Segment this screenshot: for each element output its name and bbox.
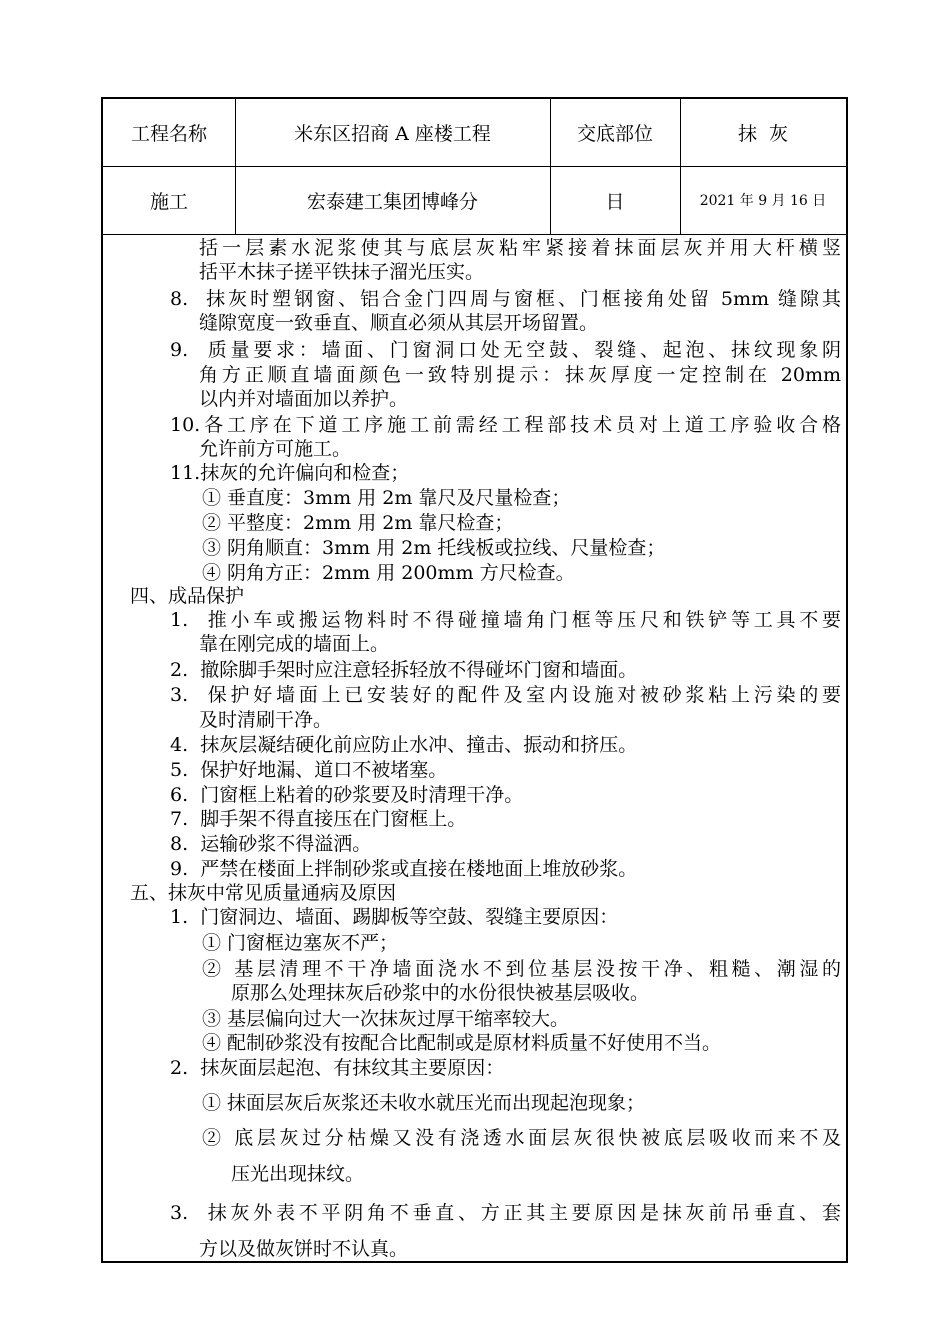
sub-item: ① 垂直度：3mm 用 2m 靠尺及尺量检查； xyxy=(202,487,571,509)
sub-item: ① 门窗框边塞灰不严； xyxy=(202,932,399,954)
text-line: 括一层素水泥浆使其与底层灰粘牢紧接着抹面层灰并用大杆横竖 xyxy=(199,237,841,259)
section-heading: 五、抹灰中常见质量通病及原因 xyxy=(130,882,397,904)
part-label: 交底部位 xyxy=(576,123,653,145)
list-item: 1. 推小车或搬运物料时不得碰撞墙角门框等压尺和铁铲等工具不要 xyxy=(170,609,841,631)
row-divider xyxy=(103,234,846,235)
sub-item: ④ 配制砂浆没有按配合比配制或是原材料质量不好使用不当。 xyxy=(202,1032,722,1054)
list-item: 8. 运输砂浆不得溢洒。 xyxy=(170,833,372,855)
list-item: 11.抹灰的允许偏向和检查； xyxy=(170,462,410,484)
sub-item: ③ 基层偏向过大一次抹灰过厚干缩率较大。 xyxy=(202,1008,570,1030)
list-item: 1. 门窗洞边、墙面、踢脚板等空鼓、裂缝主要原因： xyxy=(170,906,619,928)
document-body xyxy=(103,236,846,1261)
construction-unit-value: 宏泰建工集团博峰分 xyxy=(306,190,478,213)
list-item: 10.各工序在下道工序施工前需经工程部技术员对上道工序验收合格 xyxy=(170,414,841,436)
sub-item: ① 抹面层灰后灰浆还未收水就压光而出现起泡现象； xyxy=(202,1092,646,1114)
list-item: 2. 抹灰面层起泡、有抹纹其主要原因： xyxy=(170,1057,505,1079)
text-line: 以内并对墙面加以养护。 xyxy=(199,388,409,410)
section-heading: 四、成品保护 xyxy=(130,585,245,607)
list-item: 6. 门窗框上粘着的砂浆要及时清理干净。 xyxy=(170,784,524,806)
text-line: 原那么处理抹灰后砂浆中的水份很快被基层吸收。 xyxy=(231,982,650,1004)
part-value: 抹 灰 xyxy=(737,123,789,145)
text-line: 靠在刚完成的墙面上。 xyxy=(199,633,390,655)
sub-item: ④ 阴角方正：2mm 用 200mm 方尺检查。 xyxy=(202,562,575,584)
text-line: 角方正顺直墙面颜色一致特别提示：抹灰厚度一定控制在 20mm xyxy=(199,364,841,386)
date-label: 日 xyxy=(605,190,625,213)
list-item: 7. 脚手架不得直接压在门窗框上。 xyxy=(170,808,467,830)
text-line: 压光出现抹纹。 xyxy=(231,1163,365,1185)
list-item: 9. 质量要求：墙面、门窗洞口处无空鼓、裂缝、起泡、抹纹现象阴 xyxy=(170,339,841,361)
list-item: 3. 保护好墙面上已安装好的配件及室内设施对被砂浆粘上污染的要 xyxy=(170,684,841,706)
text-line: 允许前方可施工。 xyxy=(199,438,352,460)
list-item: 8. 抹灰时塑钢窗、铝合金门四周与窗框、门框接角处留 5mm 缝隙其 xyxy=(170,288,841,310)
list-item: 4. 抹灰层凝结硬化前应防止水冲、撞击、振动和挤压。 xyxy=(170,734,638,756)
text-line: 及时清刷干净。 xyxy=(199,709,333,731)
date-value: 2021 年 9 月 16 日 xyxy=(699,193,827,209)
project-name-value: 米东区招商 A 座楼工程 xyxy=(294,123,491,145)
list-item: 5. 保护好地漏、道口不被堵塞。 xyxy=(170,759,448,781)
sub-item: ② 基层清理不干净墙面浇水不到位基层没按干净、粗糙、潮湿的 xyxy=(202,958,841,980)
list-item: 3. 抹灰外表不平阴角不垂直、方正其主要原因是抹灰前吊垂直、套 xyxy=(170,1202,841,1224)
text-line: 方以及做灰饼时不认真。 xyxy=(199,1238,409,1260)
sub-item: ② 平整度：2mm 用 2m 靠尺检查； xyxy=(202,512,514,534)
sub-item: ③ 阴角顺直：3mm 用 2m 托线板或拉线、尺量检查； xyxy=(202,537,666,559)
sub-item: ② 底层灰过分枯燥又没有浇透水面层灰很快被底层吸收而来不及 xyxy=(202,1127,841,1149)
text-line: 缝隙宽度一致垂直、顺直必须从其层开场留置。 xyxy=(199,312,599,334)
project-name-label: 工程名称 xyxy=(130,123,207,145)
text-line: 括平木抹子搓平铁抹子溜光压实。 xyxy=(199,261,485,283)
construction-label: 施工 xyxy=(149,190,188,213)
list-item: 2. 撤除脚手架时应注意轻拆轻放不得碰坏门窗和墙面。 xyxy=(170,659,638,681)
list-item: 9. 严禁在楼面上拌制砂浆或直接在楼地面上堆放砂浆。 xyxy=(170,858,638,880)
document-table xyxy=(101,97,848,1263)
